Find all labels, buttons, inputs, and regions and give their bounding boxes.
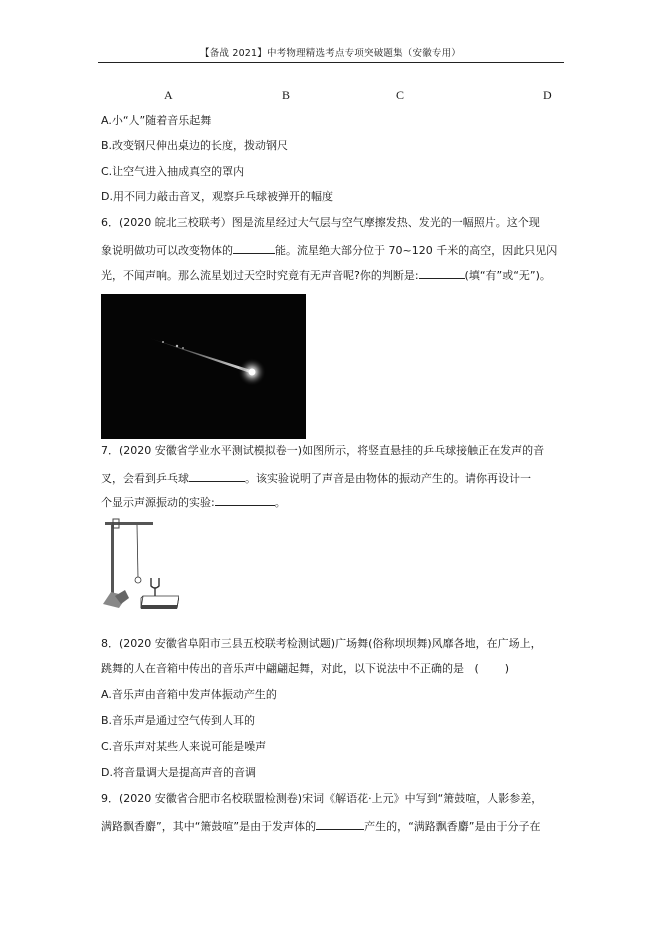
page-header: 【备战 2021】中考物理精选考点专项突破题集（安徽专用） — [200, 48, 461, 59]
figure-label-b: B — [282, 88, 291, 102]
q8-text-2: 跳舞的人在音箱中传出的音乐声中翩翩起舞，对此，以下说法中不正确的是 — [101, 662, 464, 675]
q6-answer-blank-1[interactable] — [233, 242, 275, 254]
q9-line-2 — [101, 818, 541, 834]
q7-text-3b: 。 — [274, 496, 286, 509]
option-a: A.小“人”随着音乐起舞 — [101, 114, 212, 127]
q6-line-1: 6．(2020 皖北三校联考）图是流星经过大气层与空气摩擦发热、发光的一幅照片。这个现 — [101, 216, 540, 229]
option-c: C.让空气进入抽成真空的罩内 — [101, 165, 245, 178]
header-rule — [98, 62, 564, 63]
q7-text-2a: 叉，会看到乒乓球 — [101, 472, 189, 485]
q7-answer-blank-2[interactable] — [215, 494, 275, 506]
q8-option-c: C.音乐声对某些人来说可能是噪声 — [101, 740, 267, 753]
q6-text-3b: (填“有”或“无”)。 — [464, 269, 551, 282]
q7-answer-blank-1[interactable] — [189, 470, 245, 482]
q7-line-2 — [101, 470, 531, 486]
q8-bracket-open: ( — [474, 662, 479, 675]
q9-answer-blank-1[interactable] — [316, 818, 364, 830]
q9-text-2a: 满路飘香麝”，其中“箫鼓喧”是由于发声体的 — [101, 820, 317, 833]
q7-line-1: 7．(2020 安徽省学业水平测试模拟卷一)如图所示，将竖直悬挂的乒乓球接触正在发声的音 — [101, 444, 545, 457]
tuning-fork-apparatus — [99, 516, 179, 616]
q8-option-a: A.音乐声由音箱中发声体振动产生的 — [101, 688, 277, 701]
q8-option-b: B.音乐声是通过空气传到人耳的 — [101, 714, 256, 727]
q8-line-1: 8．(2020 安徽省阜阳市三县五校联考检测试题)广场舞(俗称坝坝舞)风靡各地，在广场上， — [101, 637, 542, 650]
q8-option-d: D.将音量调大是提高声音的音调 — [101, 766, 256, 779]
q8-bracket-close: ) — [504, 662, 510, 675]
q6-line-3 — [101, 267, 551, 283]
figure-label-a: A — [164, 88, 173, 102]
option-d: D.用不同力敲击音叉，观察乒乓球被弹开的幅度 — [101, 190, 333, 203]
q6-text-3a: 光，不闻声响。那么流星划过天空时究竟有无声音呢?你的判断是: — [101, 269, 419, 282]
figure-label-d: D — [543, 88, 552, 102]
q8-line-2 — [101, 662, 509, 676]
q9-text-2b: 产生的，“满路飘香麝”是由于分子在 — [364, 820, 541, 833]
q7-text-3a: 个显示声源振动的实验: — [101, 496, 215, 509]
figure-label-c: C — [396, 88, 405, 102]
q6-text-2a: 象说明做功可以改变物体的 — [101, 244, 233, 257]
option-b: B.改变钢尺伸出桌边的长度，拨动钢尺 — [101, 139, 289, 152]
q9-line-1: 9．(2020 安徽省合肥市名校联盟检测卷)宋词《解语花·上元》中写到“箫鼓喧，人影参差， — [101, 792, 543, 805]
q6-text-2b: 能。流星绝大部分位于 70~120 千米的高空，因此只见闪 — [275, 244, 558, 257]
q6-answer-blank-2[interactable] — [419, 267, 465, 279]
meteor-photo — [101, 294, 306, 439]
q6-line-2 — [101, 242, 557, 258]
q7-text-2b: 。该实验说明了声音是由物体的振动产生的。请你再设计一 — [245, 472, 531, 485]
q7-line-3 — [101, 494, 286, 510]
